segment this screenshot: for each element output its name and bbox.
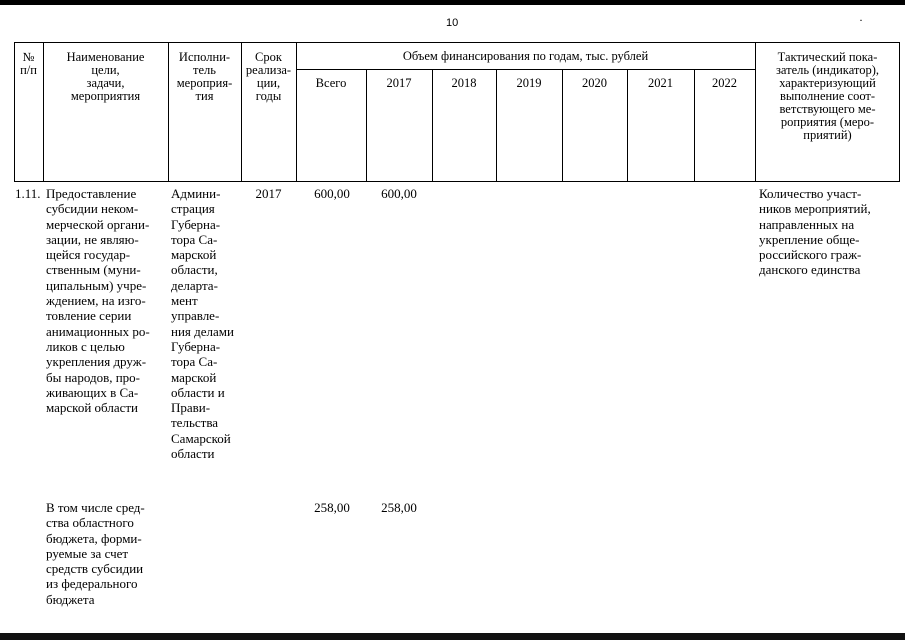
header-funding-group: Объем финансирования по годам, тыс. рублей	[402, 49, 649, 63]
header-name: Наименование цели, задачи, мероприятия	[66, 50, 145, 103]
top-border	[0, 0, 905, 5]
row-indicator: Количество участ- ников мероприятий, направленных на укрепление обще- российского граж- данского единства	[759, 186, 871, 278]
page-number: 10	[446, 17, 459, 29]
row-total: 258,00	[314, 500, 350, 515]
header-total: Всего	[315, 76, 347, 90]
row-2017: 258,00	[381, 500, 417, 515]
row-total: 600,00	[314, 186, 350, 201]
scan-speck: ·	[859, 13, 863, 27]
row-term: 2017	[255, 186, 282, 201]
bottom-border	[0, 633, 905, 640]
header-executor: Исполни- тель мероприя- тия	[176, 50, 233, 103]
header-top-rule	[14, 42, 900, 43]
row-2017: 600,00	[381, 186, 417, 201]
header-year-2022: 2022	[712, 76, 737, 90]
header-indicator: Тактический пока- затель (индикатор), характеризующий выполнение соот- ветствующего ме- роприятия (меро- приятий)	[775, 50, 880, 142]
header-year-2019: 2019	[516, 76, 542, 90]
table-header	[14, 42, 900, 182]
row-num: 1.11.	[15, 186, 41, 201]
header-bottom-rule	[14, 181, 900, 182]
row-executor: Админи- страция Губерна- тора Са- марской области, деларта- мент управле- ния делами Губерна- тора Са- марской области и Прави- тельства Самарской области	[171, 186, 234, 462]
row-name: В том числе сред- ства областного бюджета, форми- руемые за счет средств субсидии из федерального бюджета	[46, 500, 145, 607]
header-year-2017: 2017	[386, 76, 412, 90]
funding-subheader-rule	[296, 69, 755, 70]
header-term: Срок реализа- ции, годы	[245, 50, 292, 103]
header-year-2020: 2020	[582, 76, 607, 90]
row-name: Предоставление субсидии неком- мерческой органи- зации, не являю- щейся государ- ственным (муни- ципальным) учре- ждением, на изго- товление серии анимационных ро- ликов с целью укрепления друж- бы народов, про- живающих в Са- марской области	[46, 186, 150, 416]
col-border	[296, 42, 297, 182]
header-num: № п/п	[20, 50, 37, 77]
header-year-2018: 2018	[451, 76, 477, 90]
header-year-2021: 2021	[648, 76, 673, 90]
